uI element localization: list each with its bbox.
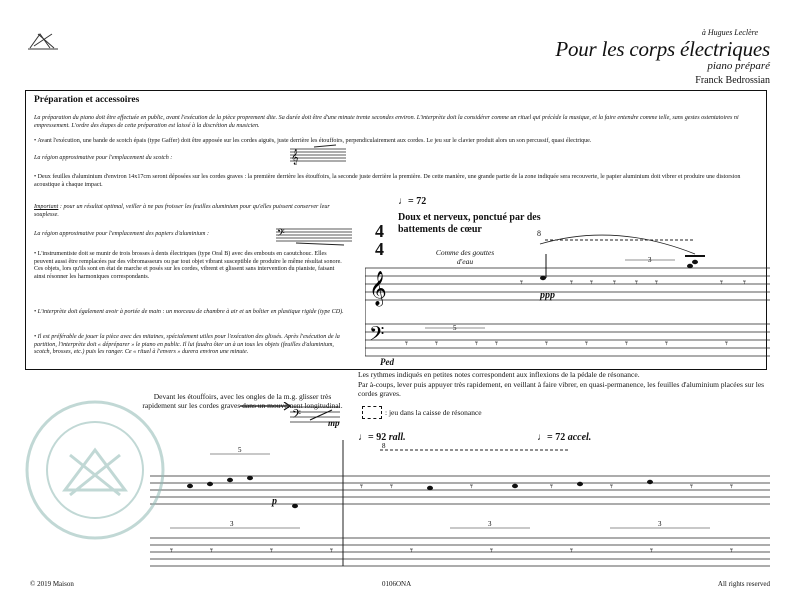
important-label: Important (34, 204, 59, 210)
tempo-marking-2: ♩= 92 rall. (358, 432, 406, 443)
expression-marking: Doux et nerveux, ponctué par des battements de cœur (398, 212, 541, 235)
glissando-example (240, 402, 340, 432)
treble-staff-region-diagram (288, 143, 348, 165)
treble-staff-2 (150, 476, 770, 504)
svg-text:3: 3 (488, 520, 492, 528)
second-system-staves (150, 440, 770, 575)
bass-clef-icon: 𝄢 (369, 322, 385, 350)
prep-paragraph-8: • L'interprète doit également avoir à portée de main : un morceau de chambre à air et un boîtier en plastique rigide (type CD). (34, 309, 344, 315)
svg-text:𝄾: 𝄾 (730, 480, 733, 493)
svg-text:𝄾: 𝄾 (613, 276, 616, 289)
svg-text:𝄾: 𝄾 (635, 276, 638, 289)
svg-text:𝄾: 𝄾 (405, 337, 408, 350)
tempo-marking-1: ♩= 72 (398, 196, 427, 207)
svg-text:𝄾: 𝄾 (410, 544, 413, 557)
svg-text:𝄾: 𝄾 (570, 276, 573, 289)
svg-text:𝄾: 𝄾 (470, 480, 473, 493)
prep-paragraph-9: • Il est préférable de jouer la pièce avec des mitaines, spécialement utiles pour l'exécution des glissés. Après l'exécution de la partition, l'interprète doit « dépréparer » le piano en public. Il lui faudra ôter un à un tous les objets (feuilles d'aluminium, scotch, brosses, etc.) puis les ranger. Ce « rituel à l'envers » durera environ une minute. (34, 334, 340, 356)
prep-paragraph-2: • Avant l'exécution, une bande de scotch épais (type Gaffer) doit être apposée sur les cordes aiguës, juste derrière les étouffoirs, perpendiculairement aux cordes. Le jeu sur le clavier produit alors un son percussif, quasi électrique. (34, 138, 592, 144)
treble-clef-icon: 𝄞 (369, 271, 387, 306)
prep-paragraph-1: La préparation du piano doit être effectuée en public, avant l'exécution de la pièce proprement dite. Sa durée doit être d'une minute trente secondes environ. L'interprète doit la considérer comme un rituel qui précède la musique, et la faire entendre comme telle, sans gestes ostentatoires ni empressement. L'ordre des étapes de cette préparation est laissé à la discrétion du musicien. (34, 115, 739, 129)
prep-paragraph-4: • Deux feuilles d'aluminium d'environ 14x17cm seront déposées sur les cordes graves : la première derrière les étouffoirs, la seconde juste derrière la première. De cette manière, une grande partie de la zone indiquée sera recouverte, le papier aluminium doit vibrer et produire une distorsion acoustique à chaque impact. (34, 174, 741, 188)
pedal-mark: Ped (380, 357, 394, 367)
svg-text:3: 3 (648, 256, 652, 264)
svg-text:𝄞: 𝄞 (291, 150, 299, 165)
piece-subtitle: piano préparé (707, 60, 770, 72)
first-system-staves (365, 232, 770, 372)
svg-text:𝄾: 𝄾 (585, 337, 588, 350)
dynamic-ppp: ppp (540, 290, 555, 301)
svg-text:𝄾: 𝄾 (720, 276, 723, 289)
prep-paragraph-3: La région approximative pour l'emplacement du scotch : (34, 155, 173, 161)
preparation-heading: Préparation et accessoires (34, 95, 140, 105)
svg-text:𝄾: 𝄾 (490, 544, 493, 557)
svg-text:𝄾: 𝄾 (330, 544, 333, 557)
bass-staff-region-diagram (274, 223, 354, 247)
piece-title: Pour les corps électriques (555, 37, 770, 61)
time-signature: 4 4 (375, 221, 384, 259)
publisher-logo (26, 28, 60, 52)
svg-text:𝄾: 𝄾 (570, 544, 573, 557)
copyright: © 2019 Maison (30, 580, 74, 588)
svg-text:5: 5 (453, 324, 457, 332)
svg-text:𝄾: 𝄾 (170, 544, 173, 557)
svg-text:3: 3 (658, 520, 662, 528)
dynamic-mp: mp (328, 418, 340, 428)
svg-text:8: 8 (382, 442, 386, 450)
svg-text:5: 5 (238, 446, 242, 454)
rights-notice: All rights reserved (717, 580, 770, 588)
dedication: à Hugues Leclère (701, 28, 758, 37)
tempo-marking-3: ♩= 72 accel. (537, 432, 592, 443)
bass-staff (365, 324, 770, 356)
svg-text:𝄢: 𝄢 (292, 408, 302, 424)
svg-text:𝄾: 𝄾 (210, 544, 213, 557)
svg-text:3: 3 (230, 520, 234, 528)
svg-text:𝄾: 𝄾 (520, 276, 523, 289)
catalog-code: 0106ONA (382, 580, 412, 588)
bass-staff-2 (150, 538, 770, 566)
svg-text:𝄾: 𝄾 (655, 276, 658, 289)
svg-text:𝄾: 𝄾 (270, 544, 273, 557)
prep-paragraph-6: La région approximative pour l'emplacement des papiers d'aluminium : (34, 231, 210, 237)
resonance-legend-text: : jeu dans la caisse de résonance (385, 408, 482, 417)
svg-text:𝄾: 𝄾 (650, 544, 653, 557)
treble-staff (365, 268, 770, 300)
prep-paragraph-7: • L'instrumentiste doit se munir de trois brosses à dents électriques (type Oral B) avec des embouts en caoutchouc. Elles peuvent aussi être remplacées par des vibromasseurs ou par tout objet vibrant susceptible de produire le même résultat sonore. Ces objets, lors qu'ils sont en état de marche et posés sur les cordes, vibrent et glissent sans intervention du pianiste, faisant ainsi résonner les harmoniques correspondants. (34, 251, 342, 280)
svg-text:𝄾: 𝄾 (390, 480, 393, 493)
ottava-mark: 8 (537, 229, 541, 238)
svg-text:𝄢: 𝄢 (277, 227, 285, 241)
svg-text:𝄾: 𝄾 (590, 276, 593, 289)
svg-text:𝄾: 𝄾 (610, 480, 613, 493)
svg-text:𝄾: 𝄾 (665, 337, 668, 350)
resonance-legend-box (362, 406, 382, 419)
svg-text:𝄾: 𝄾 (550, 480, 553, 493)
svg-text:𝄾: 𝄾 (360, 480, 363, 493)
composer-name: Franck Bedrossian (695, 75, 770, 86)
svg-text:𝄾: 𝄾 (625, 337, 628, 350)
glissando-instruction: Devant les étouffoirs, avec les ongles de la m.g. glisser très rapidement sur les cordes graves dans un mouvement longitudinal. (142, 392, 343, 410)
svg-text:𝄾: 𝄾 (690, 480, 693, 493)
svg-text:𝄾: 𝄾 (475, 337, 478, 350)
svg-text:𝄾: 𝄾 (435, 337, 438, 350)
svg-text:𝄾: 𝄾 (725, 337, 728, 350)
comme-des-gouttes: Comme des gouttes d'eau (435, 248, 495, 266)
svg-text:𝄾: 𝄾 (743, 276, 746, 289)
important-text: : pour un résultat optimal, veiller à ne pas froisser les feuilles aluminium pour qu'elles puissent conserver leur souplesse. (34, 204, 330, 218)
svg-text:𝄾: 𝄾 (495, 337, 498, 350)
note-a-coups: Par à-coups, lever puis appuyer très rapidement, en veillant à faire vibrer, en quasi-permanence, les feuilles d'aluminium placées sur les cordes graves. (358, 380, 765, 398)
prep-paragraph-5 (34, 204, 344, 219)
watermark-stamp (20, 395, 170, 545)
svg-text:𝄾: 𝄾 (545, 337, 548, 350)
dynamic-p: p (272, 496, 277, 507)
note-rhythms: Les rythmes indiqués en petites notes correspondent aux inflexions de la pédale de résonance. (358, 370, 640, 379)
svg-text:𝄾: 𝄾 (730, 544, 733, 557)
